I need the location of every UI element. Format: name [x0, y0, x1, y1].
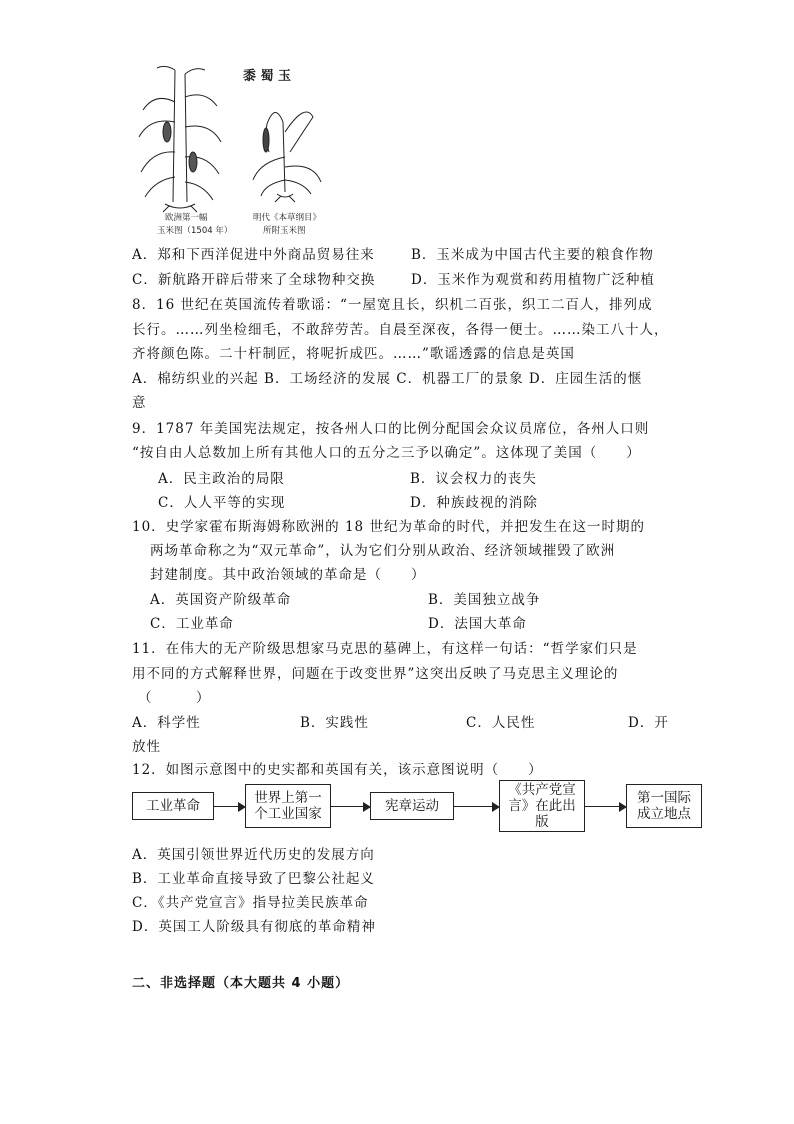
q8-line-2: 长行。……列坐检细毛，不敢辞劳苦。自晨至深夜，各得一便士。……染工八十人，: [132, 322, 669, 338]
figure-title: 黍 蜀 玉: [243, 69, 292, 84]
q10-line-3: 封建制度。其中政治领域的革命是（ ）: [150, 567, 426, 583]
q10-option-c: C．工业革命: [150, 616, 234, 632]
q9-option-d: D．种族歧视的消除: [410, 495, 538, 511]
q12-option-a: A．英国引领世界近代历史的发展方向: [132, 847, 375, 863]
q7-option-a: A．郑和下西洋促进中外商品贸易往来: [132, 247, 375, 263]
q9-line-1: 9．1787 年美国宪法规定，按各州人口的比例分配国会众议员席位，各州人口则: [132, 421, 650, 437]
flow-box-industrial-revolution: 工业革命: [132, 792, 214, 820]
q12-flowchart: [132, 780, 712, 832]
q10-line-1: 10．史学家霍布斯海姆称欧洲的 18 世纪为革命的时代，并把发生在这一时期的: [132, 519, 645, 535]
q11-line-2: 用不同的方式解释世界，问题在于改变世界”这突出反映了马克思主义理论的: [132, 666, 619, 682]
chinese-maize-drawing: [253, 112, 321, 202]
section-2-title: 二、非选择题（本大题共 4 小题）: [132, 976, 350, 991]
q7-option-c: C．新航路开辟后带来了全球物种交换: [132, 272, 376, 288]
flow-box-chartist-movement: 宪章运动: [370, 792, 454, 820]
flow-box-first-international: 第一国际成立地点: [626, 784, 702, 828]
q9-line-2: “按自由人总数加上所有其他人口的五分之三予以确定”。这体现了美国（ ）: [132, 445, 641, 461]
q11-option-wrap: 放性: [132, 739, 161, 755]
q9-option-c: C．人人平等的实现: [158, 495, 286, 511]
q10-line-2: 两场革命称之为“双元革命”，认为它们分别从政治、经济领域摧毁了欧洲: [150, 543, 616, 559]
right-caption-1: 明代《本草纲目》: [253, 213, 322, 223]
maize-illustrations-figure: [135, 62, 345, 240]
q8-line-1: 8．16 世纪在英国流传着歌谣：“一屋宽且长，织机二百张，织工二百人，排列成: [132, 297, 653, 313]
flow-box-communist-manifesto: 《共产党宣言》在此出版: [499, 780, 585, 832]
q8-options-wrap: 意: [132, 395, 147, 411]
q9-option-a: A．民主政治的局限: [158, 471, 285, 487]
left-caption-2: 玉米图（1504 年）: [157, 226, 233, 236]
q10-option-a: A．英国资产阶级革命: [150, 592, 292, 608]
q11-line-1: 11．在伟大的无产阶级思想家马克思的墓碑上，有这样一句话：“哲学家们只是: [132, 641, 638, 657]
q8-line-3: 齐将颜色陈。二十杆制匠，将呢折成匹。……”歌谣透露的信息是英国: [132, 346, 575, 362]
european-maize-drawing: [139, 66, 221, 212]
q11-option-b: B．实践性: [300, 715, 369, 731]
q8-options: A．棉纺织业的兴起 B．工场经济的发展 C．机器工厂的景象 D．庄园生活的惬: [132, 371, 643, 387]
left-caption-1: 欧洲第一幅: [165, 213, 208, 223]
q12-option-b: B．工业革命直接导致了巴黎公社起义: [132, 871, 375, 887]
flow-arrow-3: [454, 806, 498, 807]
q12-option-c: C．《共产党宣言》指导拉美民族革命: [132, 895, 369, 911]
q11-option-c: C．人民性: [466, 715, 536, 731]
flow-arrow-4: [585, 806, 625, 807]
q10-option-d: D．法国大革命: [428, 616, 527, 632]
q7-option-b: B．玉米成为中国古代主要的粮食作物: [411, 247, 654, 263]
flow-box-first-industrial-nation: 世界上第一个工业国家: [245, 784, 331, 828]
maize-drawings: [135, 62, 345, 240]
q10-option-b: B．美国独立战争: [428, 592, 541, 608]
q11-line-3: （ ）: [138, 690, 211, 706]
q9-option-b: B．议会权力的丧失: [410, 471, 537, 487]
q12-option-d: D．英国工人阶级具有彻底的革命精神: [132, 919, 376, 935]
flow-arrow-1: [214, 806, 244, 807]
q11-option-d: D．开: [628, 715, 669, 731]
q12-line-1: 12．如图示意图中的史实都和英国有关，该示意图说明（ ）: [132, 762, 543, 778]
right-caption-2: 所附玉米图: [263, 226, 306, 236]
q11-option-a: A．科学性: [132, 715, 201, 731]
flow-arrow-2: [331, 806, 369, 807]
q7-option-d: D．玉米作为观赏和药用植物广泛种植: [411, 272, 655, 288]
